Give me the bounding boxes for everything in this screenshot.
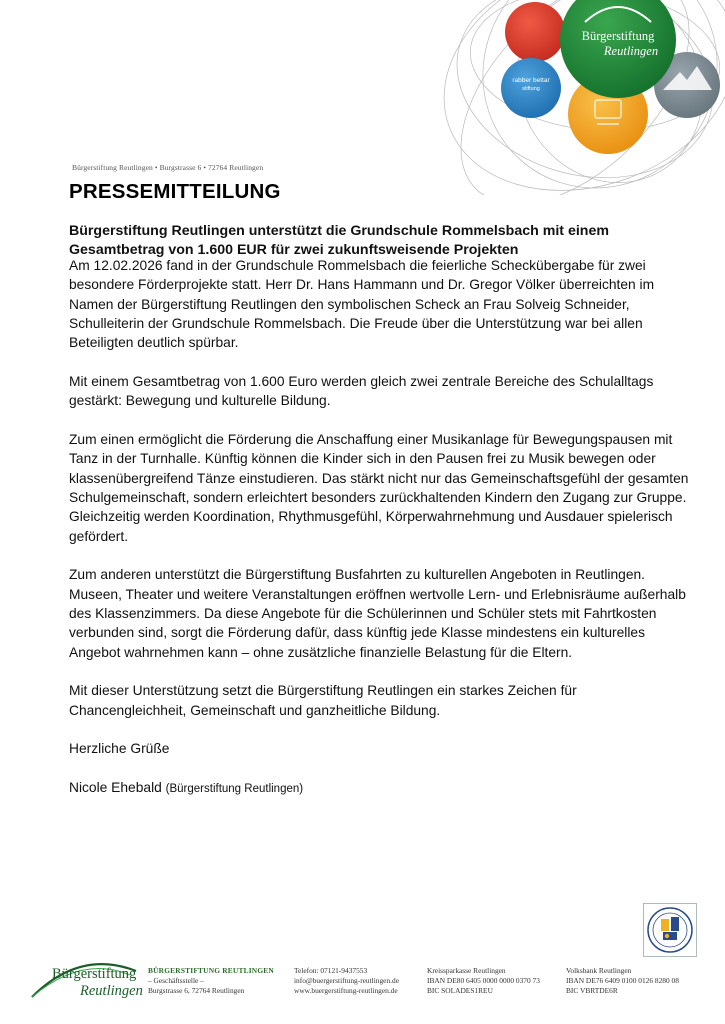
header-graphic [425, 0, 725, 195]
paragraph-culture: Zum anderen unterstützt die Bürgerstiftung Busfahrten zu kulturellen Angeboten in Reutlingen. Museen, Theater und weitere Veranstaltungen eröffnen wertvolle Lern- und Erlebnisräume außerhalb des Klassenzimmers. Da diese Angebote für die Schülerinnen und Schüler stets mit Fahrtkosten verbunden sind, sorgt die Förderung dafür, dass künftig jede Klasse mindestens ein kulturelles Angebot wahrnehmen kann – ohne zusätzliche finanzielle Belastung für die Eltern. [69, 567, 686, 660]
badge-text-2: stiftung [522, 86, 540, 92]
signature-name: Nicole Ehebald [69, 780, 162, 796]
footer-logo [30, 957, 143, 1003]
signature [69, 778, 689, 799]
signature-organization: (Bürgerstiftung Reutlingen) [165, 783, 304, 796]
bank2-bic: BIC VBRTDE6R [566, 986, 618, 995]
emblem-line2: Reutlingen [603, 44, 659, 58]
footer-phone: Telefon: 07121-9437553 [294, 966, 368, 975]
certification-seal [643, 903, 697, 957]
footer-organization [148, 966, 274, 996]
paragraph-handover: Am 12.02.2026 fand in der Grundschule Rommelsbach die feierliche Scheckübergabe für zwei besondere Förderprojekte statt. Herr Dr. Hans Hammann und Dr. Gregor Völker überreichten im Namen der Bürgerstiftung Reutlingen den symbolischen Scheck an Frau Solveig Schneider, Schulleiterin der Grundschule Rommelsbach. Die Freude über die Unterstützung war bei allen Beteiligten deutlich spürbar. [69, 258, 655, 351]
footer-office: – Geschäftsstelle – [148, 976, 204, 985]
footer-bank-vb [566, 966, 679, 996]
footer-logo-line2: Reutlingen [80, 983, 143, 999]
letter-footer [0, 955, 725, 1024]
paragraph-amount: Mit einem Gesamtbetrag von 1.600 Euro werden gleich zwei zentrale Bereiche des Schulalltags gestärkt: Bewegung und kulturelle Bildung. [69, 373, 654, 409]
footer-bank-ksk [427, 966, 540, 996]
headline-line-1: Bürgerstiftung Reutlingen unterstützt die Grundschule Rommelsbach mit einem [69, 223, 609, 239]
bank1-bic: BIC SOLADES1REU [427, 986, 493, 995]
paragraph-closing: Mit dieser Unterstützung setzt die Bürgerstiftung Reutlingen ein starkes Zeichen für Chancengleichheit, Gemeinschaft und ganzheitliche Bildung. [69, 683, 577, 718]
letter-body [69, 256, 689, 819]
press-headline [69, 222, 669, 260]
bank2-iban: IBAN DE76 6409 0100 0126 8280 08 [566, 976, 679, 985]
footer-address: Burgstrasse 6, 72764 Reutlingen [148, 986, 245, 995]
badge-text-1: rabber bettar [512, 77, 550, 84]
footer-logo-line1: Bürgerstiftung [52, 966, 137, 982]
document-title: PRESSEMITTEILUNG [69, 180, 281, 203]
headline-line-2: Gesamtbetrag von 1.600 EUR für zwei zukunftsweisende Projekten [69, 242, 519, 258]
greeting: Herzliche Grüße [69, 741, 170, 757]
foundation-emblem [425, 0, 725, 195]
bank2-name: Volksbank Reutlingen [566, 966, 632, 975]
footer-email-link[interactable]: info@buergerstiftung-reutlingen.de [294, 976, 399, 985]
footer-contact [294, 966, 399, 996]
bank1-name: Kreissparkasse Reutlingen [427, 966, 506, 975]
sender-address-line: Bürgerstiftung Reutlingen • Burgstrasse 6 • 72764 Reutlingen [72, 163, 264, 172]
bank1-iban: IBAN DE80 6405 0000 0000 0370 73 [427, 976, 540, 985]
seal-icon [643, 903, 697, 957]
footer-web-link[interactable]: www.buergerstiftung-reutlingen.de [294, 986, 398, 995]
emblem-line1: Bürgerstiftung [581, 29, 655, 43]
paragraph-music: Zum einen ermöglicht die Förderung die Anschaffung einer Musikanlage für Bewegungspausen mit Tanz in der Turnhalle. Künftig können die Kinder sich in den Pausen frei zu Musik bewegen oder klassenübergreifend Tänze einstudieren. Das stärkt nicht nur das Gemeinschaftsgefühl der gesamten Schulgemeinschaft, sondern erleichtert besonders zurückhaltenden Kindern den Zugang zur Gruppe. Gleichzeitig werden Koordination, Rhythmusgefühl, Körperwahrnehmung und Ausdauer spielerisch gefördert. [69, 432, 689, 544]
footer-org-name: BÜRGERSTIFTUNG REUTLINGEN [148, 966, 274, 975]
